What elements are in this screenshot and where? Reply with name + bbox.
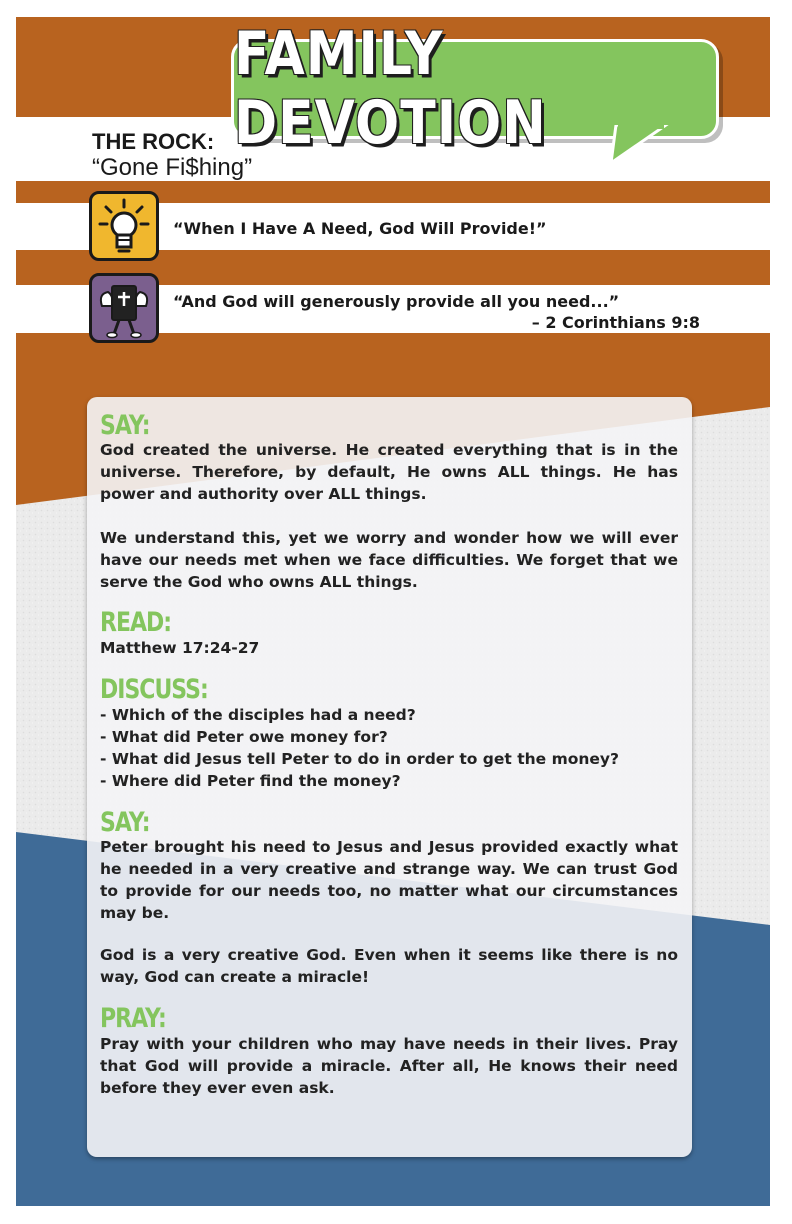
list-item: - What did Jesus tell Peter to do in order to get the money? xyxy=(100,750,620,768)
devotion-page xyxy=(16,17,770,1206)
big-idea-text: “When I Have A Need, God Will Provide!” xyxy=(173,219,547,238)
page-title: FAMILY DEVOTION xyxy=(234,20,547,158)
discussion-questions xyxy=(100,704,619,792)
lesson-subtitle: “Gone Fi$hing” xyxy=(92,154,253,181)
pray-paragraph: Pray with your children who may have needs in their lives. Pray that God will provide a miracle. After all, He knows their need before they ever even ask. xyxy=(100,1035,678,1097)
read-label: READ: xyxy=(100,608,172,638)
discuss-label: DISCUSS: xyxy=(100,675,208,705)
say-paragraph: We understand this, yet we worry and wonder how we will ever have our needs met when we face difficulties. We forget that we serve the God who owns ALL things. xyxy=(100,529,678,591)
series-heading: THE ROCK: xyxy=(92,129,215,154)
pray-label: PRAY: xyxy=(100,1004,166,1034)
say-paragraph: God is a very creative God. Even when it seems like there is no way, God can create a miracle! xyxy=(100,946,678,986)
bubble-tail xyxy=(606,125,676,167)
say-paragraph: Peter brought his need to Jesus and Jesus provided exactly what he needed in a very creative and strange way. We can trust God to provide for our needs too, no matter what our circumstances may be. xyxy=(100,838,678,922)
list-item: - Where did Peter find the money? xyxy=(100,772,401,790)
say-label: SAY: xyxy=(100,411,150,441)
lightbulb-icon xyxy=(89,191,159,261)
bible-character-icon xyxy=(89,273,159,343)
list-item: - What did Peter owe money for? xyxy=(100,728,388,746)
read-reference: Matthew 17:24-27 xyxy=(100,639,260,657)
list-item: - Which of the disciples had a need? xyxy=(100,706,416,724)
say-label: SAY: xyxy=(100,808,150,838)
title-bubble xyxy=(231,20,719,158)
memory-verse-reference: – 2 Corinthians 9:8 xyxy=(531,313,700,332)
devotion-content-panel xyxy=(87,397,692,1157)
say-paragraph: God created the universe. He created everything that is in the universe. Therefore, by default, He owns ALL things. He has power and authority over ALL things. xyxy=(100,441,678,503)
memory-verse-text: “And God will generously provide all you need...” xyxy=(173,292,620,311)
